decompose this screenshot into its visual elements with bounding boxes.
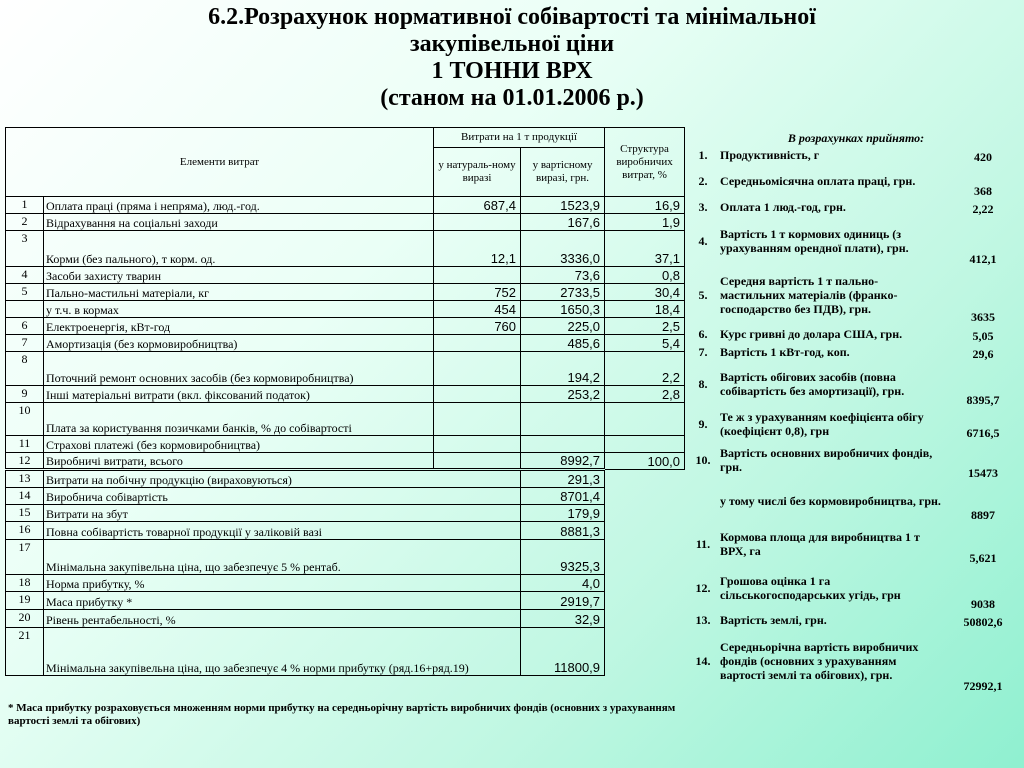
assumption-row <box>688 565 1022 611</box>
row-name: Корми (без пального), т корм. од. <box>44 231 434 267</box>
table-row <box>6 470 685 488</box>
cost-table <box>5 127 685 676</box>
row-name: Відрахування на соціальні заходи <box>44 214 434 231</box>
assumption-label: Грошова оцінка 1 га сільськогосподарських угідь, грн <box>720 574 901 602</box>
table-row <box>6 352 685 386</box>
assumption-value: 9038 <box>971 597 995 611</box>
assumption-label: Середньорічна вартість виробничих фондів (основних з урахуванням вартості землі та обігових), грн. <box>720 640 919 682</box>
row-natural: 12,1 <box>434 231 521 267</box>
assumption-value: 5,621 <box>969 551 997 565</box>
row-name: Повна собівартість товарної продукції у заліковій вазі <box>44 522 521 540</box>
row-empty <box>605 592 685 610</box>
row-name: Виробнича собівартість <box>44 488 521 505</box>
assumption-number: 3. <box>698 200 708 214</box>
assumption-number: 10. <box>695 453 711 467</box>
row-value: 253,2 <box>521 386 605 403</box>
row-empty <box>605 522 685 540</box>
row-value: 485,6 <box>521 335 605 352</box>
table-row <box>6 575 685 592</box>
assumption-value: 5,05 <box>972 329 994 343</box>
assumption-label: Вартість основних виробничих фондів, грн. <box>720 446 933 474</box>
title-line-4: (станом на 01.01.2006 р.) <box>380 85 644 111</box>
table-row <box>6 318 685 335</box>
assumption-row <box>688 407 1022 440</box>
row-percent: 2,8 <box>605 386 685 403</box>
footnote: * Маса прибутку розраховується множенням норми прибутку на середньорічну вартість виробничих фондів (основних з урахуванням вартості землі та обігових) <box>8 702 676 727</box>
assumption-value: 420 <box>974 150 992 164</box>
row-number <box>6 301 44 318</box>
row-value: 8701,4 <box>521 488 605 505</box>
row-percent: 5,4 <box>605 335 685 352</box>
row-percent: 2,5 <box>605 318 685 335</box>
assumption-row <box>688 198 1022 216</box>
row-value: 8881,3 <box>521 522 605 540</box>
row-percent: 37,1 <box>605 231 685 267</box>
row-number: 14 <box>6 488 44 505</box>
row-percent <box>605 436 685 453</box>
assumption-value: 8897 <box>971 508 995 522</box>
row-number: 11 <box>6 436 44 453</box>
row-number: 7 <box>6 335 44 352</box>
title-line-1: 6.2.Розрахунок нормативної собівартості та мінімальної <box>208 4 816 30</box>
row-natural: 760 <box>434 318 521 335</box>
row-number: 4 <box>6 267 44 284</box>
table-row <box>6 540 685 575</box>
table-row <box>6 436 685 453</box>
assumption-number: 14. <box>695 654 711 668</box>
row-empty <box>605 575 685 592</box>
table-row <box>6 453 685 470</box>
row-natural <box>434 335 521 352</box>
header-value: у вартісному виразі, грн. <box>521 148 605 197</box>
table-row <box>6 628 685 676</box>
row-name: Поточний ремонт основних засобів (без кормовиробництва) <box>44 352 434 386</box>
row-name: Оплата праці (пряма і непряма), люд.-год. <box>44 197 434 214</box>
row-name: Електроенергія, кВт-год <box>44 318 434 335</box>
row-percent <box>605 403 685 436</box>
row-value: 32,9 <box>521 610 605 628</box>
row-value: 167,6 <box>521 214 605 231</box>
row-percent: 100,0 <box>605 453 685 470</box>
row-natural <box>434 352 521 386</box>
assumption-value: 3635 <box>971 310 995 324</box>
row-name: Норма прибутку, % <box>44 575 521 592</box>
row-number: 19 <box>6 592 44 610</box>
header-structure: Структура виробничих витрат, % <box>605 128 685 197</box>
assumption-row <box>688 266 1022 324</box>
assumption-number: 13. <box>695 613 711 627</box>
header-elements: Елементи витрат <box>6 128 434 197</box>
assumption-number: 6. <box>698 326 708 341</box>
assumption-label: у тому числі без кормовиробництва, грн. <box>720 494 941 508</box>
row-name: Страхові платежі (без кормовиробництва) <box>44 436 434 453</box>
page-title <box>0 4 1024 112</box>
row-value: 225,0 <box>521 318 605 335</box>
row-number: 9 <box>6 386 44 403</box>
assumption-row <box>688 324 1022 343</box>
row-number: 21 <box>6 628 44 676</box>
assumption-row <box>688 216 1022 266</box>
row-percent: 1,9 <box>605 214 685 231</box>
row-natural: 454 <box>434 301 521 318</box>
row-name: Рівень рентабельності, % <box>44 610 521 628</box>
row-natural: 687,4 <box>434 197 521 214</box>
row-value: 194,2 <box>521 352 605 386</box>
assumption-number: 7. <box>698 345 708 359</box>
table-row <box>6 197 685 214</box>
assumption-value: 15473 <box>968 466 998 480</box>
row-natural <box>434 453 521 470</box>
row-number: 16 <box>6 522 44 540</box>
row-number: 18 <box>6 575 44 592</box>
row-value: 9325,3 <box>521 540 605 575</box>
row-natural: 752 <box>434 284 521 301</box>
row-value: 1650,3 <box>521 301 605 318</box>
assumption-number: 12. <box>695 581 711 595</box>
assumptions-title: В розрахунках прийнято: <box>787 131 925 145</box>
row-natural <box>434 386 521 403</box>
row-name: Плата за користування позичками банків, % до собівартості <box>44 403 434 436</box>
assumption-value: 72992,1 <box>963 679 1003 693</box>
row-number: 20 <box>6 610 44 628</box>
assumption-row <box>688 522 1022 565</box>
row-number: 1 <box>6 197 44 214</box>
assumption-value: 412,1 <box>969 252 997 266</box>
row-empty <box>605 540 685 575</box>
row-natural <box>434 436 521 453</box>
table-row <box>6 214 685 231</box>
table-row <box>6 386 685 403</box>
assumption-label: Те ж з урахуванням коефіцієнта обігу (коефіцієнт 0,8), грн <box>720 409 924 438</box>
assumption-value: 8395,7 <box>966 393 1000 407</box>
row-empty <box>605 488 685 505</box>
assumption-number: 2. <box>698 174 708 188</box>
assumptions-table <box>688 145 1022 693</box>
assumption-label: Середньомісячна оплата праці, грн. <box>720 174 916 188</box>
row-value: 73,6 <box>521 267 605 284</box>
row-number: 2 <box>6 214 44 231</box>
assumption-row <box>688 361 1022 407</box>
table-row <box>6 505 685 522</box>
row-name: Витрати на побічну продукцію (вираховуються) <box>44 470 521 488</box>
row-number: 10 <box>6 403 44 436</box>
assumption-number: 5. <box>698 288 708 302</box>
header-natural: у натураль-ному виразі <box>434 148 521 197</box>
assumption-label: Продуктивність, г <box>720 147 820 162</box>
row-value: 2919,7 <box>521 592 605 610</box>
table-row <box>6 522 685 540</box>
row-value: 11800,9 <box>521 628 605 676</box>
row-name: Витрати на збут <box>44 505 521 522</box>
row-name: Маса прибутку * <box>44 592 521 610</box>
assumption-value: 50802,6 <box>963 615 1003 629</box>
title-line-2: закупівельної ціни <box>409 31 615 57</box>
row-natural <box>434 403 521 436</box>
table-row <box>6 403 685 436</box>
row-number: 5 <box>6 284 44 301</box>
assumption-number: 4. <box>698 234 708 248</box>
row-name: Пально-мастильні матеріали, кг <box>44 284 434 301</box>
table-row <box>6 267 685 284</box>
assumption-number: 8. <box>698 377 708 391</box>
row-percent: 0,8 <box>605 267 685 284</box>
assumption-number: 9. <box>698 416 708 431</box>
assumption-value: 368 <box>974 184 992 198</box>
row-value: 1523,9 <box>521 197 605 214</box>
row-number: 6 <box>6 318 44 335</box>
assumption-label: Кормова площа для виробництва 1 т ВРХ, га <box>720 529 920 558</box>
row-empty <box>605 628 685 676</box>
row-empty <box>605 470 685 488</box>
row-percent: 18,4 <box>605 301 685 318</box>
row-percent: 2,2 <box>605 352 685 386</box>
assumption-number <box>688 480 718 522</box>
row-number: 17 <box>6 540 44 575</box>
row-name: Амортизація (без кормовиробництва) <box>44 335 434 352</box>
row-value: 179,9 <box>521 505 605 522</box>
title-line-3: 1 ТОННИ ВРХ <box>431 58 593 84</box>
assumption-row <box>688 164 1022 198</box>
assumption-number: 1. <box>698 147 708 162</box>
row-number: 15 <box>6 505 44 522</box>
assumption-label: Курс гривні до долара США, грн. <box>720 326 903 341</box>
assumption-row <box>688 480 1022 522</box>
assumption-label: Вартість 1 т кормових одиниць (з урахуванням орендної плати), грн. <box>720 227 909 255</box>
assumption-label: Вартість обігових засобів (повна собівартість без амортизації), грн. <box>720 370 905 398</box>
row-percent: 16,9 <box>605 197 685 214</box>
row-percent: 30,4 <box>605 284 685 301</box>
assumption-label: Вартість землі, грн. <box>720 613 827 627</box>
table-row <box>6 231 685 267</box>
table-row <box>6 335 685 352</box>
table-row <box>6 592 685 610</box>
row-value: 291,3 <box>521 470 605 488</box>
row-natural <box>434 214 521 231</box>
assumption-value: 29,6 <box>972 347 994 361</box>
assumption-row <box>688 629 1022 693</box>
row-number: 3 <box>6 231 44 267</box>
row-value: 3336,0 <box>521 231 605 267</box>
assumption-row <box>688 611 1022 629</box>
table-row <box>6 610 685 628</box>
row-name: Мінімальна закупівельна ціна, що забезпечує 4 % норми прибутку (ряд.16+ряд.19) <box>44 628 521 676</box>
row-value <box>521 436 605 453</box>
assumption-label: Середня вартість 1 т пально-мастильних матеріалів (франко-господарство без ПДВ), грн. <box>720 274 898 316</box>
row-natural <box>434 267 521 284</box>
assumption-label: Оплата 1 люд.-год, грн. <box>720 200 846 214</box>
row-value: 4,0 <box>521 575 605 592</box>
row-empty <box>605 610 685 628</box>
row-number: 13 <box>6 470 44 488</box>
table-row <box>6 301 685 318</box>
row-value <box>521 403 605 436</box>
row-number: 12 <box>6 453 44 470</box>
assumption-row <box>688 440 1022 480</box>
row-value: 2733,5 <box>521 284 605 301</box>
assumption-label: Вартість 1 кВт-год, коп. <box>720 345 850 359</box>
assumption-value: 6716,5 <box>966 426 1000 440</box>
row-value: 8992,7 <box>521 453 605 470</box>
assumption-number: 11. <box>695 536 711 551</box>
row-empty <box>605 505 685 522</box>
assumption-row <box>688 145 1022 164</box>
header-per-ton: Витрати на 1 т продукції <box>434 128 605 148</box>
row-name: Засоби захисту тварин <box>44 267 434 284</box>
row-name: Виробничі витрати, всього <box>44 453 434 470</box>
row-name: Мінімальна закупівельна ціна, що забезпечує 5 % рентаб. <box>44 540 521 575</box>
row-name: Інші матеріальні витрати (вкл. фіксований податок) <box>44 386 434 403</box>
assumption-row <box>688 343 1022 361</box>
table-row <box>6 488 685 505</box>
row-number: 8 <box>6 352 44 386</box>
assumption-value: 2,22 <box>972 202 994 216</box>
row-name: у т.ч. в кормах <box>44 301 434 318</box>
table-row <box>6 284 685 301</box>
